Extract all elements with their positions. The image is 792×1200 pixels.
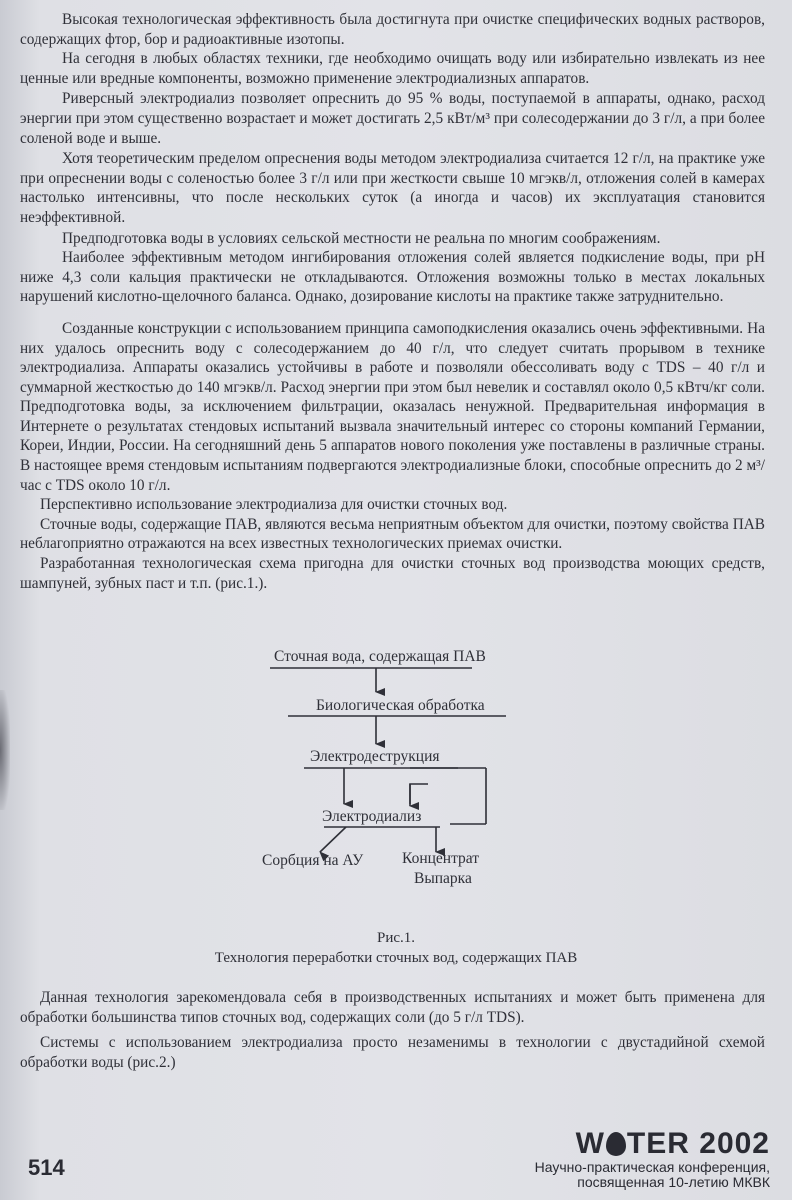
diagram-node-sorption: Сорбция на АУ <box>262 852 364 869</box>
process-diagram <box>240 640 540 900</box>
figure-label: Рис.1. <box>376 930 416 946</box>
finger-shadow <box>0 690 10 810</box>
water-drop-icon <box>606 1132 626 1156</box>
loop-return <box>410 784 428 804</box>
figure-caption: Технология переработки сточных вод, содержащих ПАВ <box>214 950 578 966</box>
conference-line-1: Научно-практическая конференция, <box>534 1159 770 1175</box>
main-text <box>20 10 765 593</box>
diagram-node-evaporation: Выпарка <box>414 870 472 887</box>
paragraph-11: Данная технология зарекомендовала себя в производственных испытаниях и может быть применена для обработки большинства типов сточных вод, содержащих соли (до 5 г/л TDS). <box>20 989 765 1026</box>
paragraph-6: Наиболее эффективным методом ингибирования отложения солей является подкисление воды, при pH ниже 4,3 соли кальция практически не откладываются. Отложения возможны только в местах локальных нарушений кислотно-щелочного баланса. Однако, дозирование кислоты на практике также затруднительно. <box>20 249 765 306</box>
diagram-node-wastewater: Сточная вода, содержащая ПАВ <box>274 648 486 665</box>
paragraph-12: Системы с использованием электродиализа просто незаменимы в технологии с двустадийной схемой обработки воды (рис.2.) <box>20 1034 765 1071</box>
conference-line-2: посвященная 10-летию МКВК <box>577 1174 770 1190</box>
conference-footer <box>535 1128 770 1190</box>
paragraph-3: Риверсный электродиализ позволяет опреснить до 95 % воды, поступаемой в аппараты, однако, расход энергии при этом существенно возрастает и может достигать 2,5 кВт/м³ при солесодержании до 3 г/л, а при более соленой воде и выше. <box>20 90 765 147</box>
diagram-node-concentrate: Концентрат <box>402 850 480 867</box>
paragraph-4: Хотя теоретическим пределом опреснения воды методом электродиализа считается 12 г/л, на практике уже при опреснении воды с соленостью более 3 г/л или при жесткости свыше 10 мгэкв/л, отложения солей в камерах настолько интенсивны, что после нескольких суток (а иногда и часов) их эксплуатация становится неэффективной. <box>20 150 765 226</box>
paragraph-1: Высокая технологическая эффективность была достигнута при очистке специфических водных растворов, содержащих фтор, бор и радиоактивные изотопы. <box>20 11 765 48</box>
paragraph-10: Разработанная технологическая схема пригодна для очистки сточных вод производства моющих средств, шампуней, зубных паст и т.п. (рис.1.). <box>20 555 765 592</box>
water-2002-logo: W TER 2002 <box>575 1127 770 1160</box>
paragraph-5: Предподготовка воды в условиях сельской местности не реальна по многим соображениям. <box>62 229 661 247</box>
diagram-node-electrodestruction: Электродеструкция <box>310 748 440 765</box>
diagram-node-biological: Биологическая обработка <box>316 697 485 714</box>
paragraph-2: На сегодня в любых областях техники, где необходимо очищать воду или избирательно извлекать из нее ценные или вредные компоненты, возможно применение электродиализных аппаратов. <box>20 50 765 87</box>
diagram-node-electrodialysis: Электродиализ <box>322 808 422 825</box>
paragraph-8: Перспективно использование электродиализа для очистки сточных вод. <box>40 496 508 514</box>
paragraph-7: Созданные конструкции с использованием принципа самоподкисления оказались очень эффективными. На них удалось опреснить воду с солесодержанием до 40 г/л, что следует считать прорывом в технике электродиализа. Аппараты оказались устойчивы в работе и позволяли обессоливать воду с TDS – 40 г/л и суммарной жесткостью до 140 мгэкв/л. Расход энергии при этом был невелик и составлял около 0,5 кВтч/кг соли. Предподготовка воды, за исключением фильтрации, оказалась ненужной. Предварительная информация в Интернете о результатах стендовых испытаний вызвала значительный интерес со стороны компаний Германии, Кореи, Индии, России. На сегодняшний день 5 аппаратов нового поколения уже поставлены в различные страны. В настоящее время стендовым испытаниям подвергаются электродиализные блоки, способные опреснить до 2 м³/час с TDS около 10 г/л. <box>20 319 765 494</box>
arrow-4a <box>320 827 346 852</box>
paragraph-9: Сточные воды, содержащие ПАВ, являются весьма неприятным объектом для очистки, поэтому свойства ПАВ неблагоприятно отражаются на всех известных технологических приемах очистки. <box>20 515 765 553</box>
page-number: 514 <box>28 1155 65 1180</box>
closing-text <box>20 988 765 1072</box>
